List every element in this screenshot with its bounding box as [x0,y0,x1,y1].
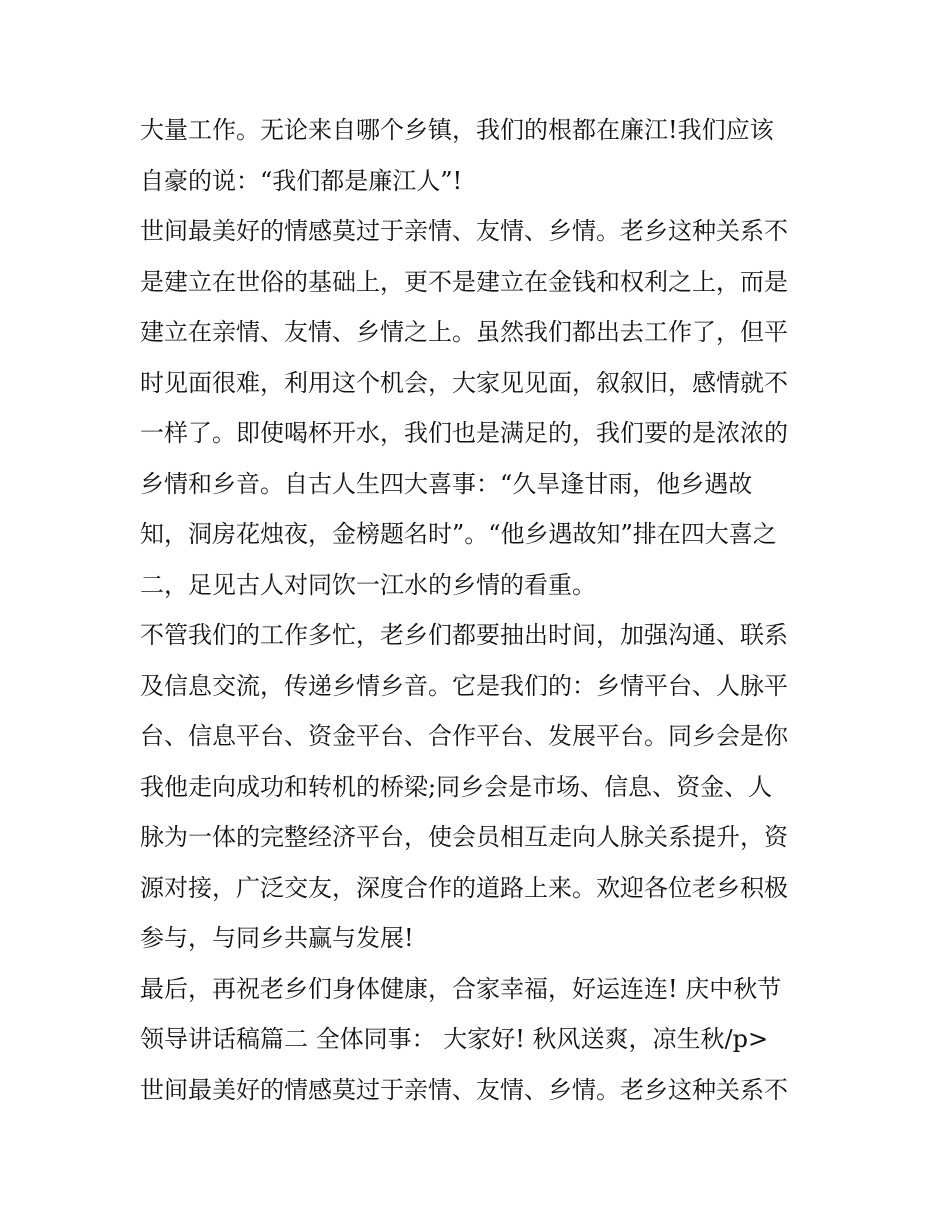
text-line: 大量工作。无论来自哪个乡镇，我们的根都在廉江!我们应该 [140,116,774,144]
text-line: 不管我们的工作多忙，老乡们都要抽出时间，加强沟通、联系 [140,621,788,649]
text-line: 及信息交流，传递乡情乡音。它是我们的：乡情平台、人脉平 [140,671,788,700]
text-line: 乡情和乡音。自古人生四大喜事：“久旱逢甘雨，他乡遇故 [140,469,753,498]
text-line: 知，洞房花烛夜，金榜题名时”。“他乡遇故知”排在四大喜之 [140,520,777,548]
text-line: 源对接，广泛交友，深度合作的道路上来。欢迎各位老乡积极 [140,873,788,902]
text-line: 我他走向成功和转机的桥梁;同乡会是市场、信息、资金、人 [140,772,773,801]
text-line: 世间最美好的情感莫过于亲情、友情、乡情。老乡这种关系不 [140,217,788,245]
text-line: 领导讲话稿篇二 全体同事： 大家好! 秋风送爽，凉生秋/p> [140,1025,769,1053]
text-line: 台、信息平台、资金平台、合作平台、发展平台。同乡会是你 [140,722,788,750]
text-line: 最后，再祝老乡们身体健康，合家幸福，好运连连! 庆中秋节 [140,974,782,1003]
text-line: 世间最美好的情感莫过于亲情、友情、乡情。老乡这种关系不 [140,1075,788,1104]
text-line: 二，足见古人对同饮一江水的乡情的看重。 [140,570,596,599]
document-body [140,105,830,1115]
text-line: 一样了。即使喝杯开水，我们也是满足的，我们要的是浓浓的 [140,419,788,447]
text-line: 自豪的说：“我们都是廉江人”! [140,166,463,195]
text-line: 参与，与同乡共赢与发展! [140,924,414,952]
text-line: 脉为一体的完整经济平台，使会员相互走向人脉关系提升，资 [140,823,788,851]
text-line: 是建立在世俗的基础上，更不是建立在金钱和权利之上，而是 [140,267,788,296]
text-line: 时见面很难，利用这个机会，大家见见面，叙叙旧，感情就不 [140,368,788,397]
text-line: 建立在亲情、友情、乡情之上。虽然我们都出去工作了，但平 [140,318,788,346]
